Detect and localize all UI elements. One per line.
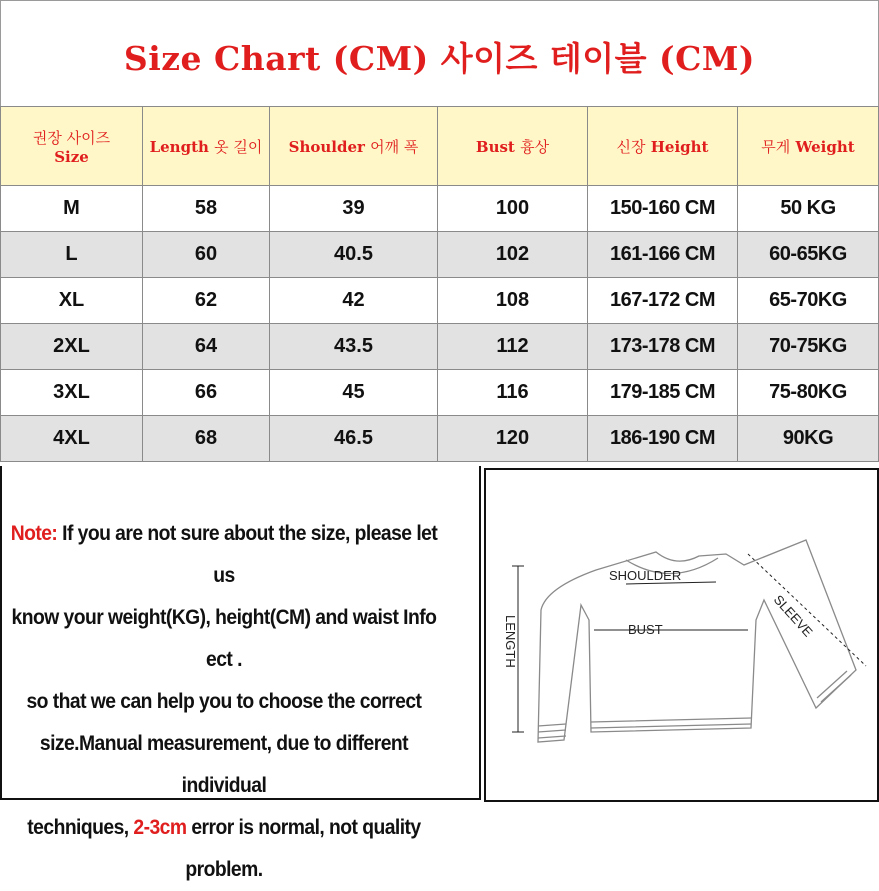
table-row bbox=[1, 186, 879, 232]
cell-height: 179-185 CM bbox=[588, 370, 738, 416]
sweater-illustration bbox=[486, 470, 877, 800]
cell-height: 161-166 CM bbox=[588, 232, 738, 278]
cell-weight: 60-65KG bbox=[738, 232, 879, 278]
cell-bust: 120 bbox=[438, 416, 588, 462]
header-size-en: Size bbox=[54, 147, 89, 166]
header-height-ko: 신장 bbox=[616, 137, 646, 156]
cell-bust: 112 bbox=[438, 324, 588, 370]
cell-weight: 90KG bbox=[738, 416, 879, 462]
table-row bbox=[1, 232, 879, 278]
cell-length: 66 bbox=[143, 370, 270, 416]
note-line-2: know your weight(KG), height(CM) and waist Info ect . bbox=[11, 606, 437, 671]
cell-shoulder: 43.5 bbox=[270, 324, 438, 370]
header-weight bbox=[738, 107, 879, 186]
sleeve-measure-line bbox=[748, 554, 866, 666]
sweater-hem bbox=[591, 718, 751, 728]
cell-size: M bbox=[1, 186, 143, 232]
note-line-5b: error is normal, not quality problem. bbox=[185, 816, 421, 881]
cell-size: XL bbox=[1, 278, 143, 324]
table-row bbox=[1, 370, 879, 416]
title-banner bbox=[0, 0, 879, 107]
header-bust-en: Bust bbox=[475, 137, 515, 156]
size-chart-table bbox=[0, 106, 879, 462]
cell-length: 60 bbox=[143, 232, 270, 278]
header-bust-ko: 흉상 bbox=[520, 137, 550, 156]
header-length-ko: 옷 길이 bbox=[214, 137, 263, 156]
sleeve-label: SLEEVE bbox=[770, 591, 816, 640]
note-line-3: so that we can help you to choose the correct bbox=[26, 690, 422, 713]
cell-size: L bbox=[1, 232, 143, 278]
cell-bust: 100 bbox=[438, 186, 588, 232]
header-size bbox=[1, 107, 143, 186]
bust-label: BUST bbox=[628, 622, 663, 637]
cell-weight: 65-70KG bbox=[738, 278, 879, 324]
note-error-range: 2-3cm bbox=[133, 816, 187, 839]
cell-bust: 102 bbox=[438, 232, 588, 278]
table-row bbox=[1, 324, 879, 370]
page-title: Size Chart (CM) 사이즈 테이블 (CM) bbox=[123, 38, 756, 78]
length-label: LENGTH bbox=[503, 615, 518, 668]
note-text bbox=[5, 513, 443, 891]
note-line-1 bbox=[5, 513, 443, 597]
cell-size: 2XL bbox=[1, 324, 143, 370]
cell-height: 173-178 CM bbox=[588, 324, 738, 370]
cell-height: 186-190 CM bbox=[588, 416, 738, 462]
header-weight-ko: 무게 bbox=[761, 137, 791, 156]
cell-shoulder: 46.5 bbox=[270, 416, 438, 462]
cell-shoulder: 42 bbox=[270, 278, 438, 324]
header-height bbox=[588, 107, 738, 186]
cell-shoulder: 39 bbox=[270, 186, 438, 232]
cell-weight: 50 KG bbox=[738, 186, 879, 232]
header-size-ko: 권장 사이즈 bbox=[32, 128, 111, 147]
header-shoulder bbox=[270, 107, 438, 186]
header-weight-en: Weight bbox=[795, 137, 855, 156]
note-line-4: size.Manual measurement, due to different individual bbox=[39, 732, 409, 797]
header-bust bbox=[438, 107, 588, 186]
cell-shoulder: 40.5 bbox=[270, 232, 438, 278]
table-header-row bbox=[1, 107, 879, 186]
header-shoulder-ko: 어깨 폭 bbox=[370, 137, 419, 156]
cell-size: 3XL bbox=[1, 370, 143, 416]
cell-weight: 70-75KG bbox=[738, 324, 879, 370]
cell-shoulder: 45 bbox=[270, 370, 438, 416]
cell-weight: 75-80KG bbox=[738, 370, 879, 416]
note-panel bbox=[0, 466, 481, 881]
sweater-right-cuff bbox=[817, 671, 851, 702]
shoulder-label: SHOULDER bbox=[609, 568, 682, 583]
cell-length: 62 bbox=[143, 278, 270, 324]
note-line-1-text: If you are not sure about the size, please let us bbox=[57, 522, 438, 587]
note-line-5a: techniques, bbox=[27, 816, 134, 839]
header-length-en: Length bbox=[149, 137, 209, 156]
sweater-left-cuff bbox=[538, 724, 566, 738]
header-length bbox=[143, 107, 270, 186]
cell-bust: 108 bbox=[438, 278, 588, 324]
measurement-diagram bbox=[484, 468, 879, 802]
cell-length: 68 bbox=[143, 416, 270, 462]
sweater-body-outline bbox=[538, 540, 856, 742]
cell-bust: 116 bbox=[438, 370, 588, 416]
table-row bbox=[1, 278, 879, 324]
cell-size: 4XL bbox=[1, 416, 143, 462]
note-line-5 bbox=[5, 807, 443, 891]
cell-height: 167-172 CM bbox=[588, 278, 738, 324]
header-shoulder-en: Shoulder bbox=[288, 137, 365, 156]
table-row bbox=[1, 416, 879, 462]
header-height-en: Height bbox=[650, 137, 709, 156]
cell-length: 58 bbox=[143, 186, 270, 232]
cell-length: 64 bbox=[143, 324, 270, 370]
cell-height: 150-160 CM bbox=[588, 186, 738, 232]
note-label: Note: bbox=[10, 522, 58, 545]
